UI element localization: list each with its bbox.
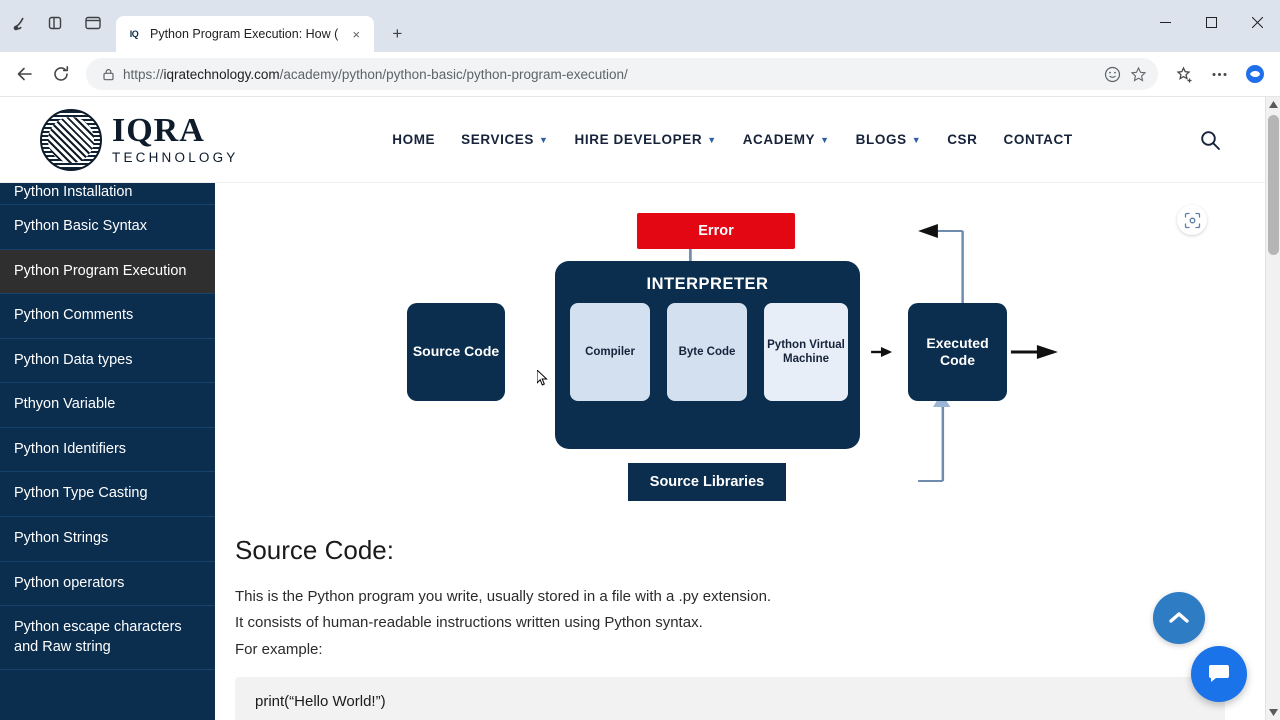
tab-close-icon[interactable]: × bbox=[352, 26, 361, 42]
sidebar-item-python-identifiers[interactable] bbox=[0, 428, 215, 473]
sidebar-item-pthyon-variable[interactable] bbox=[0, 383, 215, 428]
scrollbar-up-arrow-icon[interactable] bbox=[1266, 97, 1280, 112]
collections-icon[interactable] bbox=[1166, 57, 1200, 91]
execution-flow-diagram bbox=[235, 191, 1225, 521]
scrollbar-down-arrow-icon[interactable] bbox=[1266, 705, 1280, 720]
nav-label: ACADEMY bbox=[742, 132, 816, 147]
address-bar[interactable] bbox=[86, 58, 1158, 90]
sidebar-item-python-type-casting[interactable] bbox=[0, 472, 215, 517]
diagram-pvm-box: Python Virtual Machine bbox=[764, 303, 848, 401]
back-icon[interactable] bbox=[8, 57, 42, 91]
reload-icon[interactable] bbox=[44, 57, 78, 91]
article-paragraph-2: It consists of human-readable instructions written using Python syntax. bbox=[235, 614, 703, 632]
sidebar-item-python-program-execution[interactable] bbox=[0, 250, 215, 295]
chat-widget-button[interactable] bbox=[1191, 646, 1247, 702]
chevron-down-icon: ▼ bbox=[820, 134, 830, 145]
article-paragraph-3: For example: bbox=[235, 640, 323, 658]
nav-label: CONTACT bbox=[1003, 132, 1073, 147]
diagram-executed-code-box: Executed Code bbox=[908, 303, 1007, 401]
chevron-down-icon: ▼ bbox=[707, 134, 717, 145]
sidebar-item-python-escape-characters[interactable] bbox=[0, 606, 215, 670]
sidebar-item-python-operators[interactable] bbox=[0, 562, 215, 607]
scrollbar-thumb[interactable] bbox=[1268, 115, 1279, 255]
copilot-icon[interactable] bbox=[1238, 57, 1272, 91]
sidebar-item-python-data-types[interactable] bbox=[0, 339, 215, 384]
article-body bbox=[215, 183, 1265, 720]
sidebar-item-python-basic-syntax[interactable] bbox=[0, 205, 215, 250]
sidebar-item-label: Python escape characters and Raw string bbox=[14, 619, 182, 655]
nav-label: HOME bbox=[392, 132, 436, 147]
settings-more-icon[interactable] bbox=[1202, 57, 1236, 91]
sidebar-item-label: Python Program Execution bbox=[14, 262, 187, 279]
nav-item-hire-developer[interactable] bbox=[575, 132, 717, 147]
sidebar-item-label: Pthyon Variable bbox=[14, 396, 116, 413]
sidebar-item-python-strings[interactable] bbox=[0, 517, 215, 562]
mouse-cursor bbox=[537, 370, 549, 388]
sidebar-item-label: Python Basic Syntax bbox=[14, 218, 147, 234]
maximize-button[interactable] bbox=[1188, 0, 1234, 44]
window-controls bbox=[1142, 0, 1280, 44]
article-paragraph-1: This is the Python program you write, usually stored in a file with a .py extension. bbox=[235, 588, 772, 605]
logo-subtitle: TECHNOLOGY bbox=[112, 150, 239, 166]
chevron-down-icon: ▼ bbox=[539, 134, 549, 145]
logo-title: IQRA bbox=[112, 112, 205, 150]
sidebar-item-label: Python Identifiers bbox=[14, 440, 127, 457]
browser-toolbar bbox=[0, 52, 1280, 96]
url-path: /academy/python/python-basic/python-program-execution/ bbox=[279, 66, 628, 82]
diagram-source-code-box: Source Code bbox=[407, 303, 505, 401]
site-logo[interactable] bbox=[40, 109, 270, 171]
nav-item-blogs[interactable] bbox=[856, 132, 922, 147]
logo-mark-icon bbox=[40, 109, 102, 171]
diagram-bytecode-box: Byte Code bbox=[667, 303, 747, 401]
nav-item-csr[interactable] bbox=[947, 132, 977, 147]
diagram-source-libraries-box: Source Libraries bbox=[628, 463, 786, 501]
browser-essentials-icon[interactable] bbox=[4, 7, 38, 39]
sidebar-item-label: Python Data types bbox=[14, 351, 133, 368]
nav-item-home[interactable] bbox=[392, 132, 435, 147]
visual-search-lens-icon[interactable] bbox=[1177, 205, 1207, 235]
main-navigation bbox=[270, 132, 1195, 147]
nav-label: BLOGS bbox=[855, 132, 907, 147]
chevron-down-icon: ▼ bbox=[911, 134, 922, 145]
diagram-compiler-box: Compiler bbox=[570, 303, 650, 401]
tab-actions-icon[interactable] bbox=[76, 7, 110, 39]
sidebar-item-python-installation[interactable] bbox=[0, 183, 215, 205]
search-icon[interactable] bbox=[1195, 125, 1225, 155]
scroll-to-top-button[interactable] bbox=[1153, 592, 1205, 644]
site-header bbox=[0, 97, 1265, 183]
tab-strip bbox=[0, 0, 1280, 52]
nav-label: HIRE DEVELOPER bbox=[574, 132, 703, 147]
course-sidebar bbox=[0, 183, 215, 720]
nav-label: CSR bbox=[947, 132, 978, 147]
url-text: https://iqratechnology.com/academy/python/python-basic/python-program-execution/ bbox=[123, 66, 628, 82]
page-scrollbar[interactable] bbox=[1265, 97, 1280, 720]
chrome-left-icons bbox=[4, 0, 110, 52]
sidebar-item-label: Python Comments bbox=[14, 307, 134, 324]
split-screen-icon[interactable] bbox=[40, 7, 74, 39]
section-heading: Source Code: bbox=[235, 535, 394, 565]
site-info-icon[interactable] bbox=[97, 67, 119, 82]
url-domain: iqratechnology.com bbox=[163, 66, 280, 82]
sidebar-item-label: Python Strings bbox=[14, 529, 109, 546]
read-aloud-icon[interactable] bbox=[1099, 61, 1125, 87]
tab-favicon: IQ bbox=[129, 29, 139, 39]
sidebar-item-label: Python operators bbox=[14, 574, 125, 591]
minimize-button[interactable] bbox=[1142, 0, 1188, 44]
nav-item-contact[interactable] bbox=[1004, 132, 1073, 147]
diagram-error-box: Error bbox=[637, 213, 795, 249]
favorite-star-icon[interactable] bbox=[1125, 61, 1151, 87]
nav-label: SERVICES bbox=[461, 132, 534, 147]
logo-text bbox=[112, 114, 239, 165]
diagram-interpreter-label: INTERPRETER bbox=[646, 275, 769, 293]
web-page bbox=[0, 97, 1265, 720]
code-block: print(“Hello World!”) bbox=[235, 677, 1225, 720]
sidebar-item-label: Python Type Casting bbox=[14, 485, 148, 502]
page-content bbox=[0, 183, 1265, 720]
page-viewport bbox=[0, 96, 1280, 720]
browser-tab[interactable] bbox=[116, 16, 374, 52]
sidebar-item-label: Python Installation bbox=[14, 184, 133, 200]
tab-title: Python Program Execution: How ( bbox=[150, 27, 339, 41]
nav-item-services[interactable] bbox=[461, 132, 548, 147]
nav-item-academy[interactable] bbox=[743, 132, 830, 147]
close-window-button[interactable] bbox=[1234, 0, 1280, 44]
new-tab-button[interactable]: + bbox=[392, 24, 403, 43]
sidebar-item-python-comments[interactable] bbox=[0, 294, 215, 339]
